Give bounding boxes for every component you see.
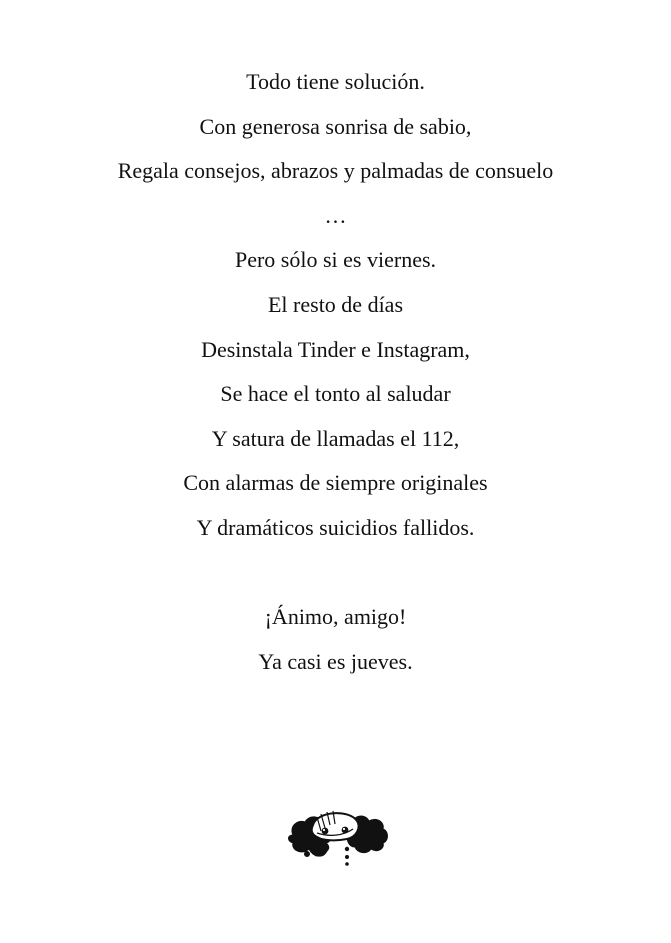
- ellipsis-line: …: [324, 202, 347, 228]
- poem-line: El resto de días: [267, 291, 404, 317]
- poem-line: Pero sólo si es viernes.: [234, 247, 437, 273]
- poem-line: Con generosa sonrisa de sabio,: [199, 113, 472, 139]
- stanza-break: [0, 557, 671, 602]
- stanza-2: [0, 601, 671, 690]
- poem-line: Ya casi es jueves.: [258, 648, 413, 674]
- poem-line: Y dramáticos suicidios fallidos.: [196, 514, 475, 540]
- poem-line: ¡Ánimo, amigo!: [264, 604, 407, 630]
- poem-line: Desinstala Tinder e Instagram,: [201, 336, 470, 362]
- poem-line: Y satura de llamadas el 112,: [211, 425, 460, 451]
- poem-line: Con alarmas de siempre originales: [183, 470, 488, 496]
- ink-cloud-face-icon: [287, 803, 391, 869]
- poem-line: Regala consejos, abrazos y palmadas de consuelo: [117, 158, 554, 184]
- poem: [0, 66, 671, 690]
- poem-line: Todo tiene solución.: [246, 69, 425, 94]
- stanza-1: [0, 66, 671, 557]
- poem-line: Se hace el tonto al saludar: [220, 381, 451, 407]
